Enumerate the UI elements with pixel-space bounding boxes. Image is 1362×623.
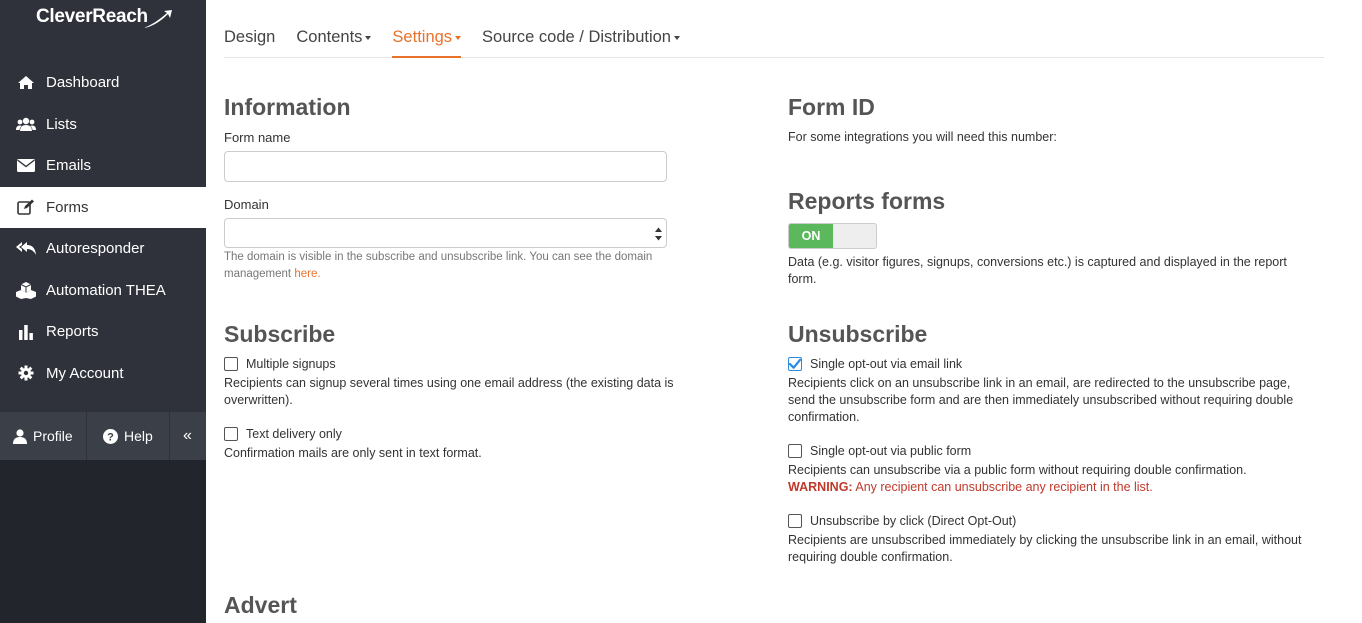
help-button[interactable]: [87, 412, 169, 460]
option-label: Unsubscribe by click (Direct Opt-Out): [810, 514, 1017, 528]
tab-label: Design: [224, 28, 276, 46]
caret-down-icon: [674, 36, 680, 40]
warning-message: [788, 479, 1318, 496]
warning-label: WARNING:: [788, 480, 853, 494]
warning-text: Any recipient can unsubscribe any recipient in the list.: [855, 480, 1153, 494]
sidebar-item-label: Lists: [46, 115, 77, 133]
reports-forms-toggle[interactable]: [788, 223, 877, 249]
tab-source-code-distribution[interactable]: [482, 28, 680, 58]
sidebar-item-emails[interactable]: [0, 145, 206, 187]
single-opt-out-email-checkbox[interactable]: [788, 357, 802, 371]
sidebar-bottom: [0, 460, 206, 623]
multiple-signups-option[interactable]: [224, 357, 336, 371]
sidebar-item-label: Dashboard: [46, 74, 120, 92]
double-chevron-left-icon: «: [183, 427, 192, 444]
help-label: Help: [124, 428, 153, 444]
collapse-sidebar-button[interactable]: [170, 412, 206, 460]
subscribe-heading: Subscribe: [224, 321, 336, 347]
text-delivery-option[interactable]: [224, 427, 342, 441]
text-delivery-description: Confirmation mails are only sent in text format.: [224, 446, 482, 460]
bar-chart-icon: [15, 323, 37, 341]
form-name-label: Form name: [224, 130, 291, 145]
envelope-icon: [15, 157, 37, 175]
edit-icon: [15, 198, 37, 216]
tab-settings[interactable]: [392, 28, 461, 58]
tab-label: Settings: [392, 28, 453, 46]
sidebar-item-reports[interactable]: [0, 311, 206, 353]
profile-label: Profile: [33, 428, 73, 444]
direct-opt-out-checkbox[interactable]: [788, 514, 802, 528]
sidebar-item-lists[interactable]: [0, 104, 206, 146]
caret-down-icon: [365, 36, 371, 40]
user-icon: [13, 429, 27, 444]
information-heading: Information: [224, 94, 351, 120]
sidebar-item-label: Reports: [46, 323, 99, 341]
reply-all-icon: [15, 240, 37, 258]
sidebar-item-label: Automation THEA: [46, 281, 166, 299]
single-opt-out-email-option[interactable]: [788, 357, 962, 371]
single-opt-out-public-description: [788, 462, 1318, 496]
domain-help: The domain is visible in the subscribe and unsubscribe link. You can see the domain management: [224, 251, 653, 280]
sidebar-item-label: My Account: [46, 364, 124, 382]
select-arrows-icon: [655, 227, 662, 241]
form-id-description: For some integrations you will need this number:: [788, 130, 1057, 144]
option-label: Multiple signups: [246, 357, 336, 371]
multiple-signups-checkbox[interactable]: [224, 357, 238, 371]
sidebar-item-label: Autoresponder: [46, 240, 145, 258]
single-opt-out-public-option[interactable]: [788, 444, 971, 458]
single-opt-out-email-description: Recipients click on an unsubscribe link in an email, are redirected to the unsubscribe page, send the unsubscribe form and are then immediately unsubscribed without requiring double confirmation.: [788, 376, 1294, 424]
unsubscribe-heading: Unsubscribe: [788, 321, 928, 347]
profile-button[interactable]: [0, 412, 86, 460]
logo-swoosh-icon: [144, 8, 172, 30]
toggle-on-label: ON: [789, 224, 833, 248]
reports-forms-description: Data (e.g. visitor figures, signups, conversions etc.) is captured and displayed in the report form.: [788, 255, 1287, 286]
sidebar-item-label: Emails: [46, 157, 92, 175]
domain-help-text: [224, 249, 669, 283]
domain-label: Domain: [224, 197, 269, 212]
sidebar: [0, 0, 206, 623]
checkmark-icon: [789, 358, 801, 370]
option-label: Single opt-out via email link: [810, 357, 963, 371]
option-label: Text delivery only: [246, 427, 342, 441]
cubes-icon: [15, 281, 37, 299]
sidebar-item-forms[interactable]: [0, 187, 206, 229]
domain-management-link[interactable]: here.: [294, 268, 321, 280]
tab-label: Source code / Distribution: [482, 28, 671, 46]
form-name-input[interactable]: [224, 151, 667, 182]
settings-tabs: [224, 28, 1324, 58]
single-opt-out-public-checkbox[interactable]: [788, 444, 802, 458]
toggle-off-area: [833, 224, 876, 248]
tab-contents[interactable]: [296, 28, 371, 58]
option-label: Single opt-out via public form: [810, 444, 972, 458]
gear-icon: [15, 364, 37, 382]
svg-text:?: ?: [107, 431, 114, 443]
sidebar-item-label: Forms: [46, 198, 89, 216]
advert-heading: Advert: [224, 592, 297, 618]
sidebar-footer: [0, 412, 206, 460]
caret-down-icon: [455, 36, 461, 40]
question-circle-icon: [103, 429, 118, 444]
form-id-heading: Form ID: [788, 94, 875, 120]
logo-text: CleverReach: [36, 6, 148, 27]
reports-forms-heading: Reports forms: [788, 188, 946, 214]
direct-opt-out-option[interactable]: [788, 514, 1016, 528]
text-delivery-checkbox[interactable]: [224, 427, 238, 441]
tab-design[interactable]: [224, 28, 275, 58]
option-description: Recipients can unsubscribe via a public form without requiring double confirmation.: [788, 463, 1247, 477]
home-icon: [15, 74, 37, 92]
logo[interactable]: [36, 6, 148, 36]
tab-label: Contents: [296, 28, 363, 46]
domain-select[interactable]: [224, 218, 667, 248]
sidebar-item-my-account[interactable]: [0, 353, 206, 395]
sidebar-item-autoresponder[interactable]: [0, 228, 206, 270]
users-icon: [15, 115, 37, 133]
sidebar-item-automation-thea[interactable]: [0, 270, 206, 312]
sidebar-nav: [0, 62, 206, 394]
multiple-signups-description: Recipients can signup several times using one email address (the existing data is overwritten).: [224, 376, 674, 407]
direct-opt-out-description: Recipients are unsubscribed immediately by clicking the unsubscribe link in an email, without requiring double confirmation.: [788, 533, 1302, 564]
sidebar-item-dashboard[interactable]: [0, 62, 206, 104]
